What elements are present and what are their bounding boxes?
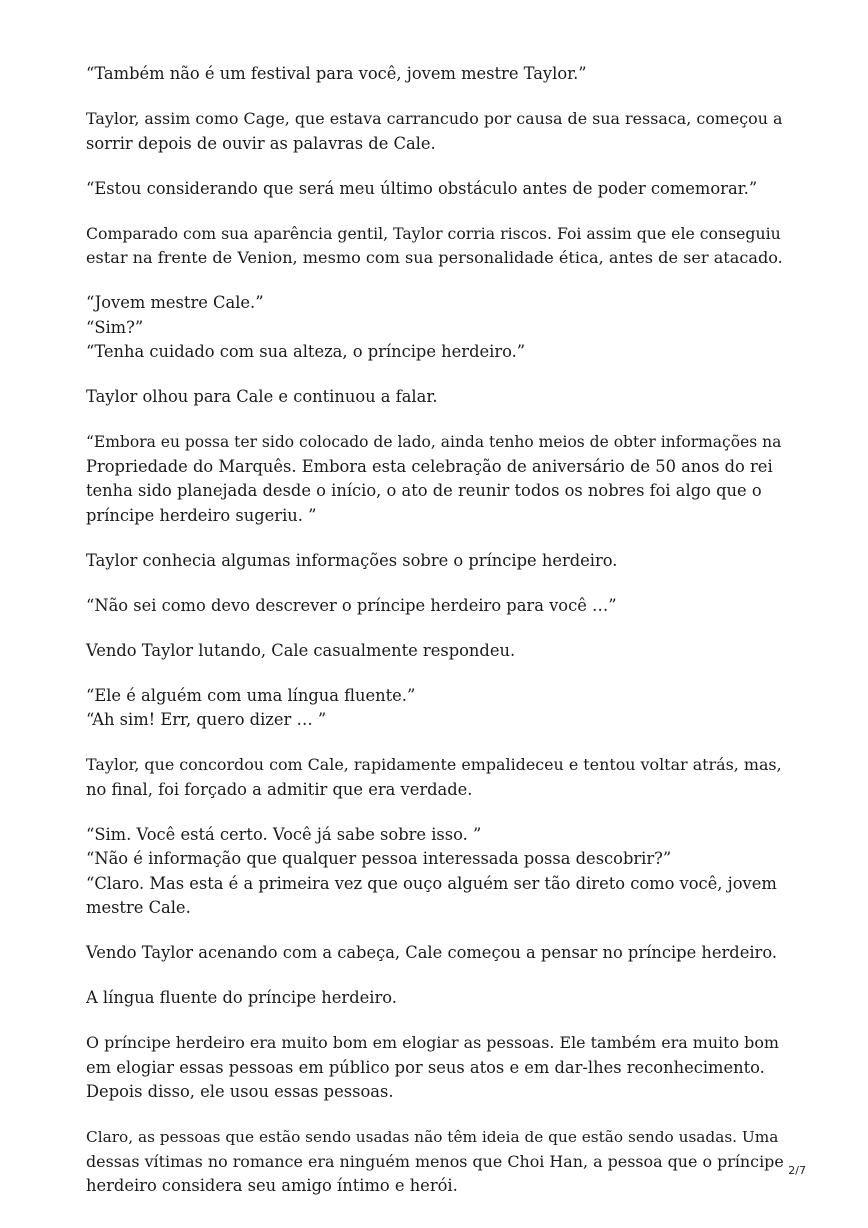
document-body — [86, 62, 786, 1219]
paragraph — [86, 222, 786, 271]
paragraph — [86, 684, 786, 733]
text-line: Depois disso, ele usou essas pessoas. — [86, 1082, 394, 1101]
text-line: “Não sei como devo descrever o príncipe herdeiro para você …” — [86, 595, 617, 615]
paragraph — [86, 107, 786, 156]
paragraph — [86, 549, 786, 574]
paragraph — [86, 430, 786, 528]
paragraph — [86, 291, 786, 365]
text-line: dessas vítimas no romance era ninguém menos que Choi Han, a pessoa que o príncipe — [86, 1151, 784, 1171]
text-line: Taylor, que concordou com Cale, rapidamente empalideceu e tentou voltar atrás, mas, — [86, 755, 782, 774]
text-line: “Claro. Mas esta é a primeira vez que ouço alguém ser tão direto como você, jovem — [86, 873, 777, 893]
text-line: “Também não é um festival para você, jovem mestre Taylor.” — [86, 64, 587, 83]
paragraph — [86, 177, 786, 202]
text-line: “Sim?” — [86, 317, 144, 337]
text-line: “Jovem mestre Cale.” — [86, 293, 264, 312]
text-line: “Não é informação que qualquer pessoa interessada possa descobrir?” — [86, 849, 672, 868]
text-line: Vendo Taylor acenando com a cabeça, Cale começou a pensar no príncipe herdeiro. — [86, 943, 778, 962]
paragraph — [86, 823, 786, 921]
text-line: “Ele é alguém com uma língua fluente.” — [86, 685, 416, 705]
text-line: em elogiar essas pessoas em público por seus atos e em dar-lhes reconhecimento. — [86, 1057, 765, 1077]
paragraph — [86, 1125, 786, 1199]
paragraph — [86, 639, 786, 664]
paragraph — [86, 594, 786, 619]
text-line: sorrir depois de ouvir as palavras de Cale. — [86, 133, 436, 153]
text-line: Taylor conhecia algumas informações sobre o príncipe herdeiro. — [86, 550, 618, 570]
text-line: Propriedade do Marquês. Embora esta celebração de aniversário de 50 anos do rei — [86, 456, 773, 476]
text-line: “Embora eu possa ter sido colocado de lado, ainda tenho meios de obter informações na — [86, 433, 782, 451]
paragraph — [86, 385, 786, 410]
text-line: herdeiro considera seu amigo íntimo e herói. — [86, 1176, 458, 1195]
text-line: mestre Cale. — [86, 898, 191, 917]
text-line: Taylor, assim como Cage, que estava carrancudo por causa de sua ressaca, começou a — [86, 109, 783, 128]
paragraph — [86, 1031, 786, 1105]
paragraph — [86, 941, 786, 966]
text-line: no final, foi forçado a admitir que era verdade. — [86, 779, 473, 799]
paragraph — [86, 62, 786, 87]
text-line: A língua fluente do príncipe herdeiro. — [86, 988, 397, 1007]
paragraph — [86, 986, 786, 1011]
text-line: tenha sido planejada desde o início, o ato de reunir todos os nobres foi algo que o — [86, 481, 762, 500]
text-line: Claro, as pessoas que estão sendo usadas não têm ideia de que estão sendo usadas. Uma — [86, 1128, 779, 1146]
text-line: “Estou considerando que será meu último obstáculo antes de poder comemorar.” — [86, 178, 758, 198]
text-line: Comparado com sua aparência gentil, Taylor corria riscos. Foi assim que ele conseguiu — [86, 223, 781, 243]
page-number: 2/7 — [788, 1164, 806, 1177]
text-line: “Sim. Você está certo. Você já sabe sobre isso. ” — [86, 824, 482, 844]
text-line: “Tenha cuidado com sua alteza, o príncipe herdeiro.” — [86, 342, 526, 361]
text-line: príncipe herdeiro sugeriu. ” — [86, 505, 317, 525]
text-line: estar na frente de Venion, mesmo com sua personalidade ética, antes de ser atacado. — [86, 248, 783, 267]
text-line: Taylor olhou para Cale e continuou a falar. — [86, 387, 438, 406]
text-line: O príncipe herdeiro era muito bom em elogiar as pessoas. Ele também era muito bom — [86, 1033, 779, 1052]
paragraph — [86, 753, 786, 802]
text-line: “Ah sim! Err, quero dizer … ” — [86, 710, 327, 729]
text-line: Vendo Taylor lutando, Cale casualmente respondeu. — [86, 640, 516, 660]
